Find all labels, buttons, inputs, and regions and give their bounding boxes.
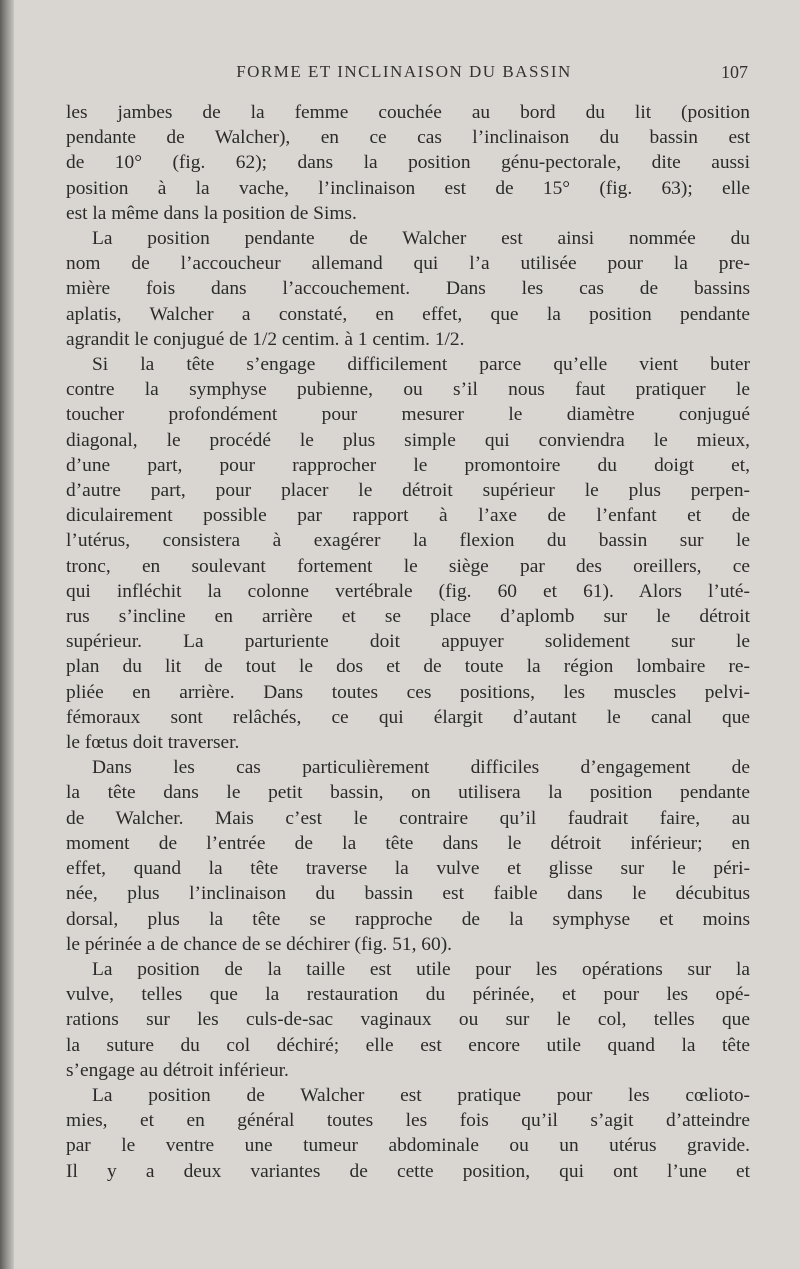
page-binding-shadow <box>0 0 14 1269</box>
text-line: d’autre part, pour placer le détroit supérieur le plus perpen- <box>66 480 750 502</box>
text-line: de 10° (fig. 62); dans la position génu-pectorale, dite aussi <box>66 152 750 174</box>
text-line: contre la symphyse pubienne, ou s’il nous faut pratiquer le <box>66 379 750 401</box>
body-text <box>66 100 750 1184</box>
text-line: le fœtus doit traverser. <box>66 732 240 754</box>
text-line: pendante de Walcher), en ce cas l’inclinaison du bassin est <box>66 127 750 149</box>
text-line: diculairement possible par rapport à l’axe de l’enfant et de <box>66 505 750 527</box>
text-line: de Walcher. Mais c’est le contraire qu’il faudrait faire, au <box>66 807 750 829</box>
text-line: position à la vache, l’inclinaison est de 15° (fig. 63); elle <box>66 177 750 199</box>
text-line: tronc, en soulevant fortement le siège par des oreillers, ce <box>66 555 750 577</box>
page-number: 107 <box>721 62 748 82</box>
text-line: aplatis, Walcher a constaté, en effet, que la position pendante <box>66 303 750 325</box>
text-line: La position pendante de Walcher est ainsi nommée du <box>92 228 750 250</box>
text-line: Dans les cas particulièrement difficiles d’engagement de <box>92 757 750 779</box>
text-line: nom de l’accoucheur allemand qui l’a utilisée pour la pre- <box>66 253 750 275</box>
text-line: d’une part, pour rapprocher le promontoire du doigt et, <box>66 454 750 476</box>
text-line: effet, quand la tête traverse la vulve et glisse sur le péri- <box>66 858 750 880</box>
text-line: agrandit le conjugué de 1/2 centim. à 1 centim. 1/2. <box>66 328 465 350</box>
text-line: mière fois dans l’accouchement. Dans les cas de bassins <box>66 278 750 300</box>
text-line: toucher profondément pour mesurer le diamètre conjugué <box>66 404 750 426</box>
text-line: mies, et en général toutes les fois qu’il s’agit d’atteindre <box>66 1110 750 1132</box>
text-line: pliée en arrière. Dans toutes ces positions, les muscles pelvi- <box>66 681 750 703</box>
text-line: l’utérus, consistera à exagérer la flexion du bassin sur le <box>66 530 750 552</box>
text-line: diagonal, le procédé le plus simple qui conviendra le mieux, <box>66 429 750 451</box>
text-line: vulve, telles que la restauration du périnée, et pour les opé- <box>66 984 750 1006</box>
running-title: FORME ET INCLINAISON DU BASSIN <box>236 62 572 81</box>
text-line: les jambes de la femme couchée au bord du lit (position <box>66 102 750 123</box>
text-line: supérieur. La parturiente doit appuyer solidement sur le <box>66 631 750 653</box>
text-line: le périnée a de chance de se déchirer (fig. 51, 60). <box>66 933 452 955</box>
text-line: plan du lit de tout le dos et de toute la région lombaire re- <box>66 656 750 678</box>
text-line: Si la tête s’engage difficilement parce qu’elle vient buter <box>92 354 750 376</box>
text-line: née, plus l’inclinaison du bassin est faible dans le décubitus <box>66 883 750 905</box>
text-line: qui infléchit la colonne vertébrale (fig. 60 et 61). Alors l’uté- <box>66 580 750 602</box>
text-line: la suture du col déchiré; elle est encore utile quand la tête <box>66 1034 750 1056</box>
text-line: par le ventre une tumeur abdominale ou un utérus gravide. <box>66 1135 750 1157</box>
text-line: moment de l’entrée de la tête dans le détroit inférieur; en <box>66 832 750 854</box>
text-line: rus s’incline en arrière et se place d’aplomb sur le détroit <box>66 606 750 628</box>
text-line: La position de Walcher est pratique pour les cœlioto- <box>92 1084 750 1106</box>
text-line: dorsal, plus la tête se rapproche de la symphyse et moins <box>66 908 750 930</box>
text-line: s’engage au détroit inférieur. <box>66 1059 289 1081</box>
text-line: fémoraux sont relâchés, ce qui élargit d’autant le canal que <box>66 706 750 728</box>
page-header <box>60 62 748 92</box>
text-line: La position de la taille est utile pour les opérations sur la <box>92 958 750 980</box>
text-line: est la même dans la position de Sims. <box>66 202 357 224</box>
text-line: rations sur les culs-de-sac vaginaux ou sur le col, telles que <box>66 1009 750 1031</box>
text-line: Il y a deux variantes de cette position, qui ont l’une et <box>66 1160 750 1182</box>
text-line: la tête dans le petit bassin, on utilisera la position pendante <box>66 782 750 804</box>
